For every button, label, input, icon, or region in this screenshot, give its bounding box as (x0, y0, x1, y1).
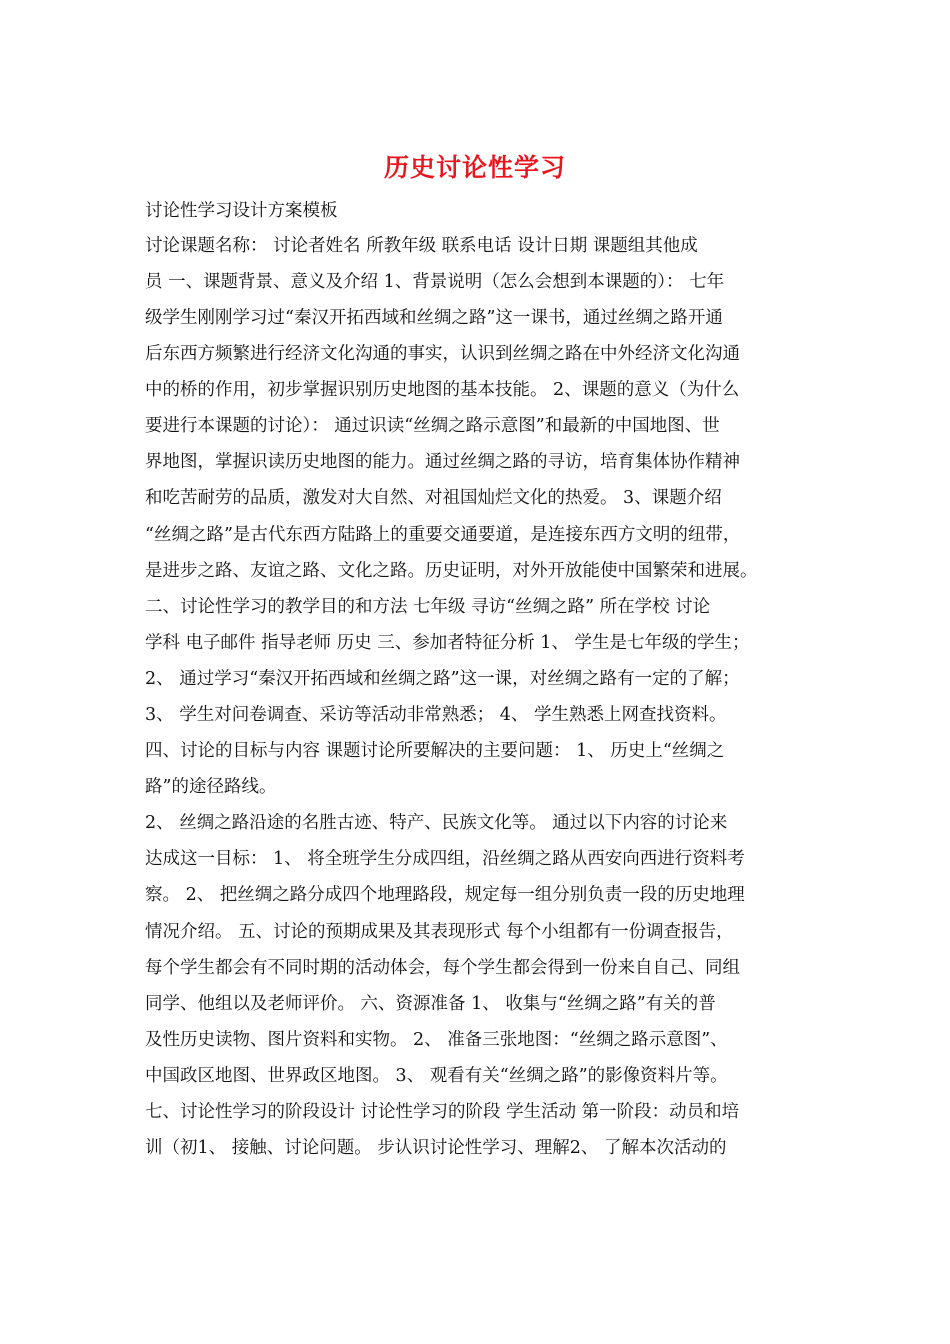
body-line-3: 员 一、课题背景、意义及介绍 1、背景说明（怎么会想到本课题的）： 七年 (145, 272, 725, 292)
body-line-7: 要进行本课题的讨论）： 通过识读“丝绸之路示意图”和最新的中国地图、世 (145, 416, 720, 436)
body-line-9: 和吃苦耐劳的品质，激发对大自然、对祖国灿烂文化的热爱。 3、课题介绍 (145, 488, 722, 508)
body-line-20: 察。 2、 把丝绸之路分成四个地理路段，规定每一组分别负责一段的历史地理 (145, 885, 745, 905)
body-line-8: 界地图，掌握识读历史地图的能力。通过丝绸之路的寻访，培育集体协作精神 (145, 452, 740, 472)
body-line-21: 情况介绍。 五、讨论的预期成果及其表现形式 每个小组都有一份调查报告， (145, 922, 734, 942)
body-line-4: 级学生刚刚学习过“秦汉开拓西域和丝绸之路”这一课书，通过丝绸之路开通 (145, 308, 723, 328)
body-line-1: 讨论性学习设计方案模板 (145, 201, 338, 221)
body-line-27: 训（初1、 接触、讨论问题。 步认识讨论性学习、理解2、 了解本次活动的 (145, 1138, 727, 1158)
body-line-14: 2、 通过学习“秦汉开拓西域和丝绸之路”这一课，对丝绸之路有一定的了解； (145, 669, 740, 689)
body-line-6: 中的桥的作用，初步掌握识别历史地图的基本技能。 2、课题的意义（为什么 (145, 380, 740, 400)
body-line-26: 七、讨论性学习的阶段设计 讨论性学习的阶段 学生活动 第一阶段：动员和培 (145, 1102, 740, 1122)
body-line-15: 3、 学生对问卷调查、采访等活动非常熟悉； 4、 学生熟悉上网查找资料。 (145, 705, 727, 725)
body-line-5: 后东西方频繁进行经济文化沟通的事实，认识到丝绸之路在中外经济文化沟通 (145, 344, 740, 364)
body-line-24: 及性历史读物、图片资料和实物。 2、 准备三张地图：“丝绸之路示意图”、 (145, 1030, 728, 1050)
body-line-17: 路”的途径路线。 (145, 777, 277, 797)
body-line-2: 讨论课题名称： 讨论者姓名 所教年级 联系电话 设计日期 课题组其他成 (145, 236, 698, 256)
body-line-19: 达成这一目标： 1、 将全班学生分成四组，沿丝绸之路从西安向西进行资料考 (145, 849, 745, 869)
body-line-18: 2、 丝绸之路沿途的名胜古迹、特产、民族文化等。 通过以下内容的讨论来 (145, 813, 728, 833)
body-line-22: 每个学生都会有不同时期的活动体会，每个学生都会得到一份来自自己、同组 (145, 958, 740, 978)
body-line-16: 四、讨论的目标与内容 课题讨论所要解决的主要问题： 1、 历史上“丝绸之 (145, 741, 725, 761)
body-line-11: 是进步之路、友谊之路、文化之路。历史证明，对外开放能使中国繁荣和进展。 (145, 561, 758, 581)
body-line-23: 同学、他组以及老师评价。 六、资源准备 1、 收集与“丝绸之路”有关的普 (145, 994, 716, 1014)
body-line-12: 二、讨论性学习的教学目的和方法 七年级 寻访“丝绸之路” 所在学校 讨论 (145, 597, 711, 617)
body-line-13: 学科 电子邮件 指导老师 历史 三、参加者特征分析 1、 学生是七年级的学生； (145, 633, 750, 653)
body-line-10: “丝绸之路”是古代东西方陆路上的重要交通要道，是连接东西方文明的纽带， (145, 525, 741, 545)
document-title: 历史讨论性学习 (383, 153, 566, 182)
body-line-25: 中国政区地图、世界政区地图。 3、 观看有关“丝绸之路”的影像资料片等。 (145, 1066, 728, 1086)
